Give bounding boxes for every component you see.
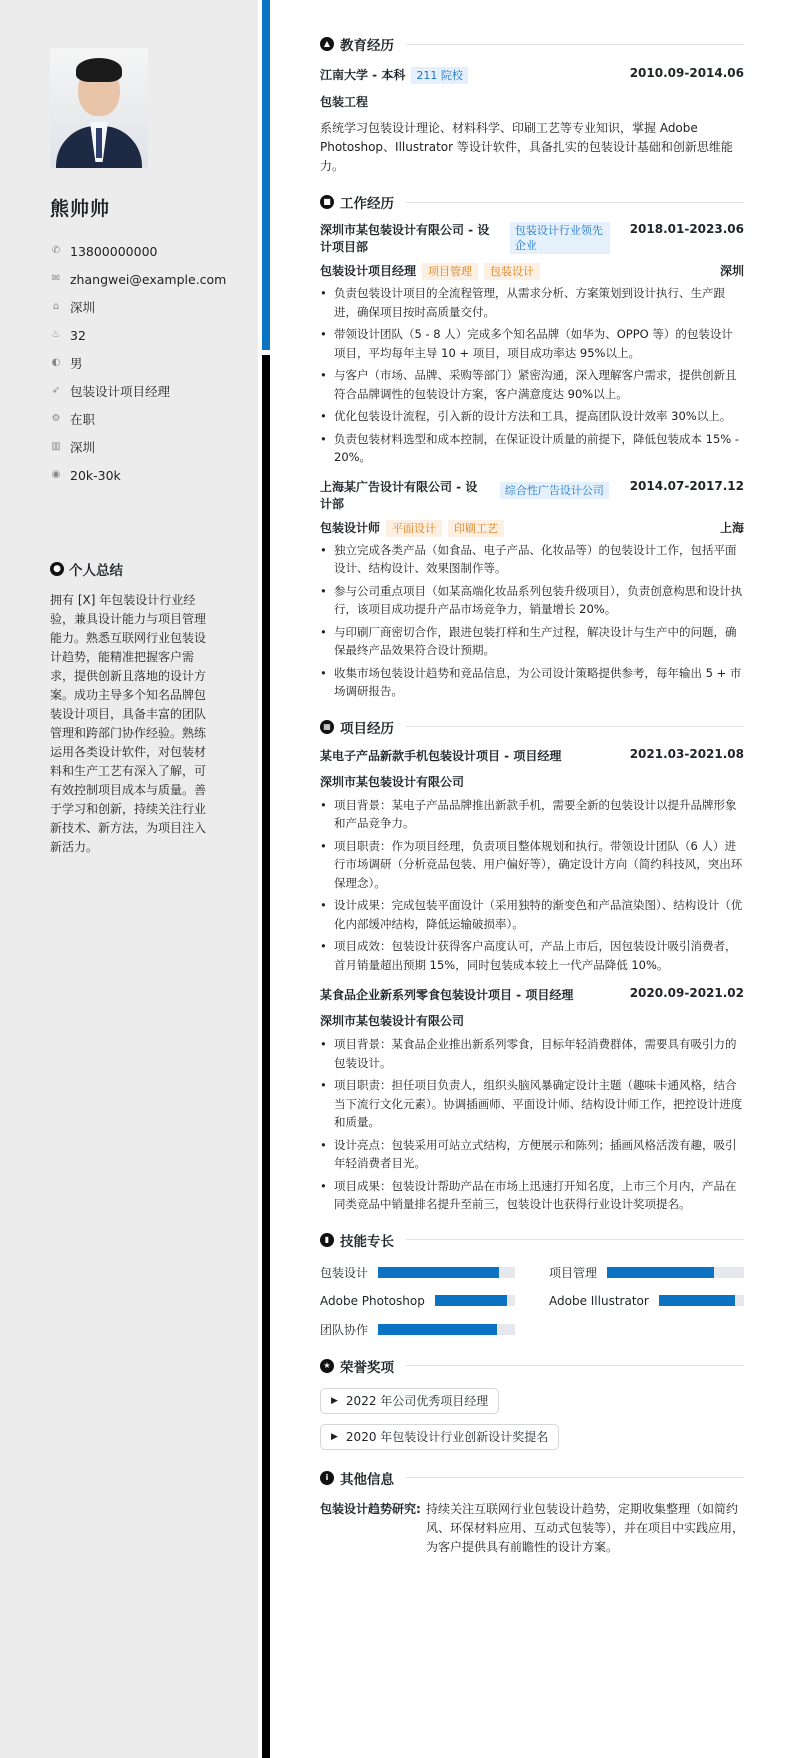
divider [406,202,744,203]
section-title: 其他信息 [340,1471,394,1488]
section-title: 项目经历 [340,720,394,737]
info-salary [50,461,228,489]
awards-heading [320,1356,744,1376]
section-title: 教育经历 [340,38,394,54]
project-header [320,747,744,764]
skills-heading [320,1230,744,1250]
work-bullet: • 与印刷厂商密切合作，跟进包装打样和生产过程，解决设计与生产中的问题，确保最终产品效果符合设计预期。 [320,623,744,660]
project-bullet: • 项目职责：作为项目经理，负责项目整体规划和执行。带领设计团队（6 人）进行市场调研（分析竞品包装、用户偏好等），确定设计方向（简约科技风，突出环保理念）。 [320,837,744,893]
info-text: 男 [70,356,83,371]
skill-name: Adobe Illustrator [549,1293,649,1308]
skill-bar [607,1267,744,1278]
other-text: 持续关注互联网行业包装设计趋势，定期收集整理（如简约风、环保材料应用、互动式包装等），并在项目中实践应用，为客户提供具有前瞻性的设计方案。 [426,1501,745,1554]
divider [406,1365,744,1366]
award-item[interactable] [320,1388,499,1414]
award-text: 2020 年包装设计行业创新设计奖提名 [345,1430,549,1444]
project-header [320,986,744,1003]
project-date: 2020.09-2021.02 [629,986,744,1000]
chart-icon: ▮ [320,1233,334,1247]
work-bullet: • 带领设计团队（5 - 8 人）完成多个知名品牌（如华为、OPPO 等）的包装设计项目，平均每年主导 10 + 项目，项目成功率达 95%以上。 [320,325,744,362]
work-role: 包装设计项目经理 [320,264,417,278]
other-heading [320,1468,744,1488]
skill-name: 团队协作 [320,1322,369,1337]
skill-item [549,1294,744,1308]
info-position [50,377,228,405]
work-header [320,479,744,513]
project-name: 某食品企业新系列零食包装设计项目 - 项目经理 [320,988,574,1002]
work-date: 2018.01-2023.06 [629,222,744,236]
accent-bar-blue [262,0,270,350]
building-icon: ▥ [51,441,61,452]
divider [406,726,744,727]
project-item [320,986,744,1214]
work-role-row [320,519,744,537]
gear-icon: ⚙ [51,413,61,424]
skill-bar [659,1295,744,1306]
info-text: 20k-30k [70,467,121,483]
education-heading [320,34,744,54]
education-date: 2010.09-2014.06 [629,66,744,80]
skill-item [320,1264,515,1281]
info-text: 32 [70,327,86,343]
skill-bar-fill [659,1295,736,1306]
info-email[interactable] [50,265,228,293]
project-bullet: • 项目成效：包装设计获得客户高度认可，产品上市后，因包装设计吸引消费者，首月销量超出预期 15%，同时包装成本较上一代产品降低 10%。 [320,937,744,974]
skill-bar [378,1324,515,1335]
work-company: 上海某广告设计有限公司 - 设计部 [320,479,478,511]
work-company: 深圳市某包装设计有限公司 - 设计项目部 [320,223,490,254]
divider [406,1239,744,1240]
education-school-line [320,66,468,84]
education-tag: 211 院校 [411,67,468,84]
play-icon: ▶ [331,1395,338,1406]
accent-bar-black [262,355,270,1758]
project-bullet: • 项目背景：某食品企业推出新系列零食，目标年轻消费群体，需要具有吸引力的包装设计。 [320,1035,744,1072]
cake-icon: ♨ [51,329,61,340]
skill-name: 项目管理 [549,1265,598,1280]
projects-heading [320,717,744,737]
work-item [320,222,744,467]
section-title: 工作经历 [340,196,394,212]
info-status [50,405,228,433]
project-org: 深圳市某包装设计有限公司 [320,774,465,789]
other-label: 包装设计趋势研究: [320,1501,421,1516]
info-text: 深圳 [70,300,96,315]
work-bullet: • 负责包装材料选型和成本控制，在保证设计质量的前提下，降低包装成本 15% - 20%。 [320,430,744,467]
divider [406,1477,744,1478]
project-date: 2021.03-2021.08 [629,746,744,761]
section-title: 技能专长 [340,1233,394,1250]
user-icon: ● [50,562,64,576]
info-city [50,433,228,461]
skill-name: 包装设计 [320,1265,369,1280]
project-bullet: • 项目职责：担任项目负责人，组织头脑风暴确定设计主题（趣味卡通风格，结合当下流行文化元素）。协调插画师、平面设计师、结构设计师工作，把控设计进度和质量。 [320,1076,744,1132]
work-company-tag: 综合性广告设计公司 [500,482,609,499]
work-bullet: • 收集市场包装设计趋势和竞品信息，为公司设计策略提供参考，每年输出 5 + 市场调研报告。 [320,664,744,701]
work-header [320,222,744,256]
send-icon: ➶ [51,385,61,396]
work-item [320,479,744,701]
work-company-tag: 包装设计行业领先企业 [510,222,610,254]
phone-icon: ✆ [51,245,61,256]
award-item[interactable] [320,1424,559,1450]
other-row [320,1500,744,1557]
work-city: 深圳 [719,264,744,278]
skill-bar-fill [378,1267,499,1278]
profile-photo [50,48,148,168]
work-role-row [320,262,744,280]
gender-icon: ◐ [51,357,61,368]
main-content [320,34,744,1557]
home-icon: ⌂ [52,301,60,312]
project-bullet: • 项目成果：包装设计帮助产品在市场上迅速打开知名度，上市三个月内，产品在同类竞品中销量排名提升至前三，包装设计也获得行业设计奖项提名。 [320,1177,744,1214]
work-bullet: • 参与公司重点项目（如某高端化妆品系列包装升级项目），负责创意构思和设计执行，该项目成功提升产品市场竞争力，销量增长 20%。 [320,582,744,619]
info-icon: i [320,1471,334,1485]
briefcase-icon: ■ [320,195,334,209]
info-text: 深圳 [70,440,96,455]
section-title: 荣誉奖项 [340,1359,394,1376]
education-desc: 系统学习包装设计理论、材料科学、印刷工艺等专业知识，掌握 Adobe Photoshop、Illustrator 等设计软件，具备扎实的包装设计基础和创新思维能力。 [320,121,733,173]
graduation-cap-icon: ▲ [320,37,334,51]
info-text: zhangwei@example.com [70,271,227,287]
work-skill-tag: 包装设计 [484,263,540,280]
skill-bar-fill [607,1267,714,1278]
trophy-icon: ★ [320,1359,334,1373]
info-text: 包装设计项目经理 [70,384,171,399]
info-phone [50,237,228,265]
skill-item [549,1264,744,1281]
mail-icon: ✉ [51,273,61,284]
work-skill-tag: 平面设计 [386,520,442,537]
project-org: 深圳市某包装设计有限公司 [320,1014,465,1028]
work-bullet: • 与客户（市场、品牌、采购等部门）紧密沟通，深入理解客户需求，提供创新且符合品牌调性的包装设计方案，客户满意度达 90%以上。 [320,366,744,403]
info-gender [50,349,228,377]
work-skill-tag: 印刷工艺 [448,520,504,537]
education-major: 包装工程 [320,95,369,109]
profile-info-list [50,237,228,489]
summary-title-text: 个人总结 [69,563,123,579]
summary-text: 拥有 [X] 年包装设计行业经验，兼具设计能力与项目管理能力。熟悉互联网行业包装设计趋势，能精准把握客户需求，提供创新且落地的设计方案。成功主导多个知名品牌包装设计项目，具备丰富的团队管理和跨部门协作经验。熟练运用各类设计软件，对包装材料和生产工艺有深入了解，可有效控制项目成本与质量。善于学习和创新，持续关注行业新技术、新方法，为项目注入新活力。 [50,593,207,854]
work-bullet: • 独立完成各类产品（如食品、电子产品、化妆品等）的包装设计工作，包括平面设计、结构设计、效果图制作等。 [320,541,744,578]
info-location [50,293,228,321]
sidebar [0,0,258,1758]
skills-grid [320,1264,744,1338]
work-role: 包装设计师 [320,520,381,535]
project-item [320,747,744,975]
project-name: 某电子产品新款手机包装设计项目 - 项目经理 [320,748,562,763]
work-role-line [320,262,540,280]
awards-list [320,1378,744,1450]
summary-heading [50,559,228,579]
profile-name: 熊帅帅 [50,198,111,220]
education-header [320,66,744,84]
project-bullet: • 设计亮点：包装采用可站立式结构，方便展示和陈列；插画风格活泼有趣，吸引年轻消费者目光。 [320,1136,744,1173]
work-bullet: • 负责包装设计项目的全流程管理，从需求分析、方案策划到设计执行、生产跟进，确保项目按时高质量交付。 [320,284,744,321]
work-skill-tag: 项目管理 [422,263,478,280]
work-bullet: • 优化包装设计流程，引入新的设计方法和工具，提高团队设计效率 30%以上。 [320,407,744,426]
divider [406,44,744,45]
info-age [50,321,228,349]
work-date: 2014.07-2017.12 [629,478,744,493]
salary-icon: ◉ [51,469,61,480]
project-bullet: • 设计成果：完成包装平面设计（采用独特的渐变色和产品渲染图）、结构设计（优化内部缓冲结构，降低运输破损率）。 [320,896,744,933]
skill-bar-fill [435,1295,507,1306]
work-city: 上海 [719,520,744,535]
skill-name: Adobe Photoshop [320,1293,425,1308]
skill-bar [378,1267,515,1278]
work-role-line [320,519,504,537]
info-text: 13800000000 [70,243,158,259]
skill-bar [435,1295,515,1306]
skill-item [320,1294,515,1308]
info-text: 在职 [70,412,96,427]
grid-icon: ▦ [320,720,334,734]
project-bullet: • 项目背景：某电子产品品牌推出新款手机，需要全新的包装设计以提升品牌形象和产品竞争力。 [320,796,744,833]
award-text: 2022 年公司优秀项目经理 [345,1394,489,1408]
skill-item [320,1321,515,1338]
play-icon: ▶ [331,1431,338,1442]
work-heading [320,192,744,212]
skill-bar-fill [378,1324,497,1335]
education-school: 江南大学 - 本科 [320,68,406,82]
